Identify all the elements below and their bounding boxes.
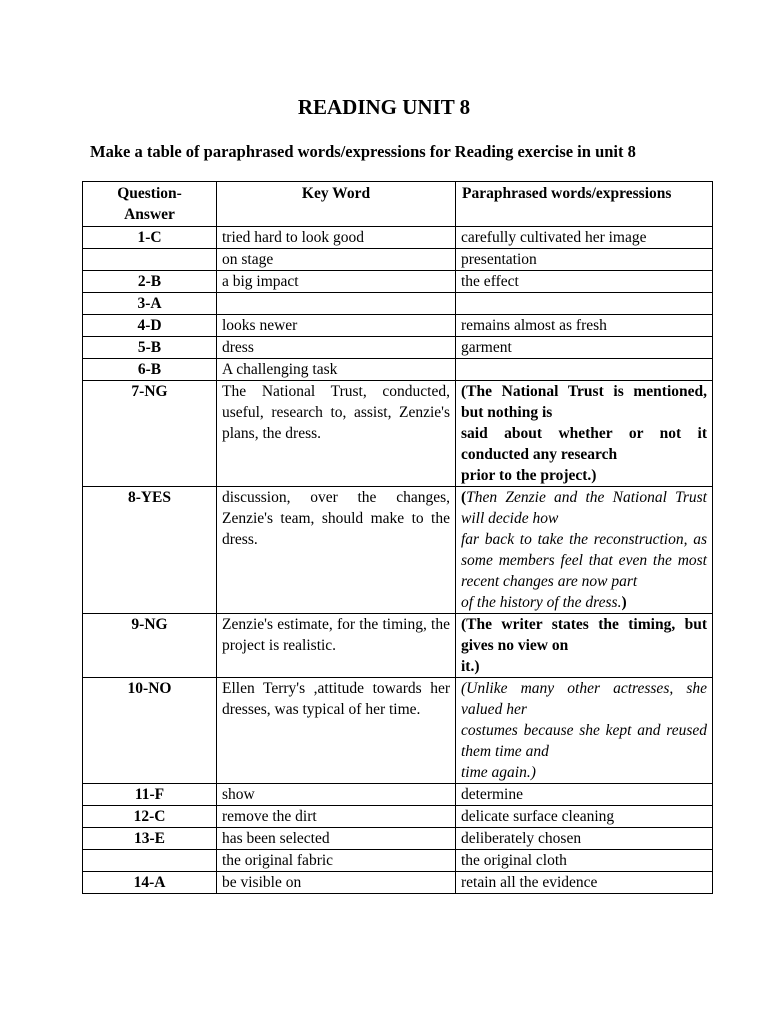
- cell-question-answer: 2-B: [83, 271, 217, 293]
- cell-key-word: tried hard to look good: [217, 227, 456, 249]
- paraphrase-table: [82, 181, 713, 894]
- cell-key-word: [217, 293, 456, 315]
- table-body: [83, 227, 713, 894]
- header-key-word: Key Word: [217, 182, 456, 227]
- table-row: [83, 828, 713, 850]
- paraphrase-text: Then Zenzie and the National Trust will decide how: [461, 489, 707, 527]
- table-row: [83, 872, 713, 894]
- table-row: [83, 784, 713, 806]
- cell-paraphrased: [456, 293, 713, 315]
- cell-question-answer: 4-D: [83, 315, 217, 337]
- cell-key-word: Ellen Terry's ,attitude towards her dresses, was typical of her time.: [217, 678, 456, 784]
- page-subtitle: Make a table of paraphrased words/expressions for Reading exercise in unit 8: [90, 142, 636, 161]
- cell-paraphrased: the original cloth: [456, 850, 713, 872]
- table-row: [83, 293, 713, 315]
- cell-key-word: Zenzie's estimate, for the timing, the project is realistic.: [217, 614, 456, 678]
- close-paren: ): [621, 594, 627, 611]
- table-row: [83, 487, 713, 614]
- cell-paraphrased: determine: [456, 784, 713, 806]
- cell-key-word: discussion, over the changes, Zenzie's team, should make to the dress.: [217, 487, 456, 614]
- cell-question-answer: 9-NG: [83, 614, 217, 678]
- table-row: [83, 806, 713, 828]
- cell-key-word: a big impact: [217, 271, 456, 293]
- cell-paraphrased: [456, 678, 713, 784]
- cell-question-answer: 1-C: [83, 227, 217, 249]
- paraphrase-line: time again.): [461, 764, 536, 781]
- cell-paraphrased: [456, 381, 713, 487]
- cell-key-word: looks newer: [217, 315, 456, 337]
- cell-question-answer: 13-E: [83, 828, 217, 850]
- table-row: [83, 227, 713, 249]
- cell-key-word: show: [217, 784, 456, 806]
- table-row: [83, 359, 713, 381]
- table-row: [83, 678, 713, 784]
- cell-paraphrased: [456, 487, 713, 614]
- table-row: [83, 381, 713, 487]
- cell-paraphrased: presentation: [456, 249, 713, 271]
- table-row: [83, 850, 713, 872]
- cell-question-answer: 10-NO: [83, 678, 217, 784]
- cell-question-answer: [83, 249, 217, 271]
- cell-key-word: The National Trust, conducted, useful, research to, assist, Zenzie's plans, the dress.: [217, 381, 456, 487]
- cell-question-answer: 6-B: [83, 359, 217, 381]
- cell-paraphrased: garment: [456, 337, 713, 359]
- cell-question-answer: 7-NG: [83, 381, 217, 487]
- paraphrase-line: (The National Trust is mentioned, but nothing is: [461, 383, 707, 421]
- table-row: [83, 249, 713, 271]
- cell-question-answer: 14-A: [83, 872, 217, 894]
- cell-question-answer: 11-F: [83, 784, 217, 806]
- cell-key-word: be visible on: [217, 872, 456, 894]
- header-paraphrased: Paraphrased words/expressions: [456, 182, 713, 227]
- table-row: [83, 315, 713, 337]
- table-row: [83, 614, 713, 678]
- paraphrase-line: [461, 487, 707, 529]
- cell-key-word: on stage: [217, 249, 456, 271]
- cell-paraphrased: remains almost as fresh: [456, 315, 713, 337]
- table-header-row: [83, 182, 713, 227]
- header-question-line2: Answer: [124, 206, 175, 223]
- cell-key-word: the original fabric: [217, 850, 456, 872]
- cell-paraphrased: retain all the evidence: [456, 872, 713, 894]
- paraphrase-line: prior to the project.): [461, 467, 597, 484]
- cell-question-answer: 12-C: [83, 806, 217, 828]
- cell-question-answer: 3-A: [83, 293, 217, 315]
- open-paren: (: [461, 489, 467, 506]
- paraphrase-text: of the history of the dress.: [461, 594, 622, 611]
- page-title: READING UNIT 8: [297, 95, 471, 119]
- paraphrase-line: costumes because she kept and reused them time and: [461, 722, 707, 760]
- cell-key-word: dress: [217, 337, 456, 359]
- header-question-answer: [83, 182, 217, 227]
- paraphrase-line: said about whether or not it conducted any research: [461, 425, 707, 463]
- table-row: [83, 271, 713, 293]
- cell-question-answer: 5-B: [83, 337, 217, 359]
- cell-paraphrased: [456, 614, 713, 678]
- cell-paraphrased: deliberately chosen: [456, 828, 713, 850]
- cell-question-answer: 8-YES: [83, 487, 217, 614]
- paraphrase-line: [461, 592, 707, 613]
- paraphrase-text: far back to take the reconstruction, as some members feel that even the most recent changes are now part: [461, 531, 707, 590]
- cell-key-word: A challenging task: [217, 359, 456, 381]
- cell-question-answer: [83, 850, 217, 872]
- paraphrase-line: it.): [461, 658, 480, 675]
- cell-paraphrased: delicate surface cleaning: [456, 806, 713, 828]
- cell-key-word: remove the dirt: [217, 806, 456, 828]
- cell-key-word: has been selected: [217, 828, 456, 850]
- table-row: [83, 337, 713, 359]
- paraphrase-line: (The writer states the timing, but gives no view on: [461, 616, 707, 654]
- cell-paraphrased: carefully cultivated her image: [456, 227, 713, 249]
- cell-paraphrased: the effect: [456, 271, 713, 293]
- cell-paraphrased: [456, 359, 713, 381]
- header-question-line1: Question-: [117, 185, 182, 202]
- paraphrase-line: (Unlike many other actresses, she valued her: [461, 680, 707, 718]
- paraphrase-line: [461, 529, 707, 592]
